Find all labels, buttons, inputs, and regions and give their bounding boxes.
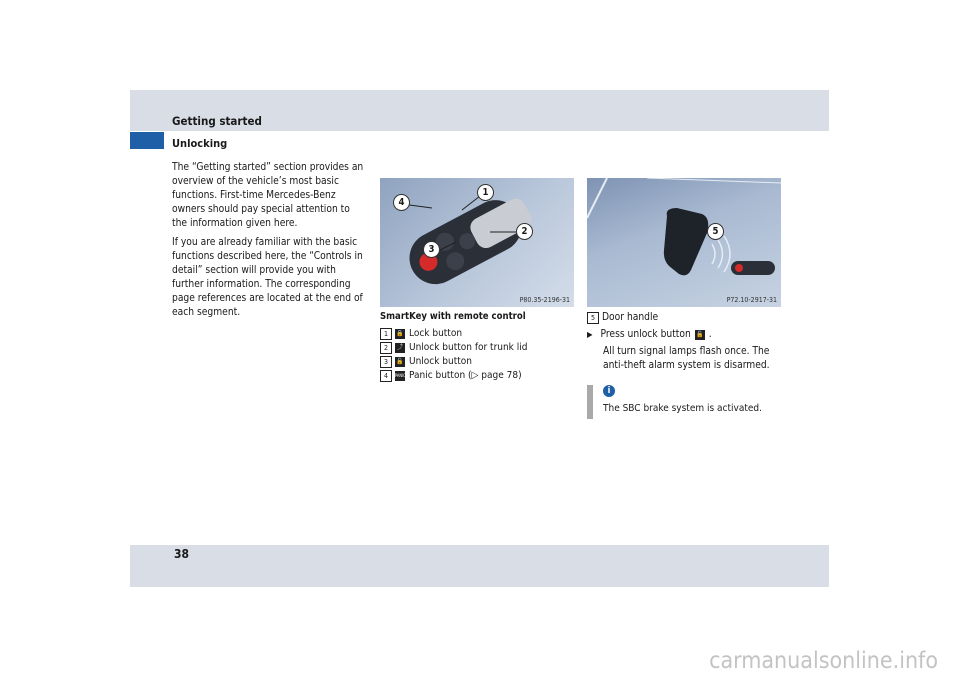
legend-item: [380, 355, 527, 369]
legend-number: 5: [587, 312, 599, 324]
figure-code: P80.35-2196-31: [519, 296, 570, 304]
legend-item: [380, 341, 527, 355]
instruction-step: ▶ Press unlock button 🔓 .: [587, 329, 712, 340]
legend-item: [587, 311, 787, 325]
step-result: All turn signal lamps flash once. The anti-theft alarm system is disarmed.: [603, 346, 770, 371]
info-bar: [587, 385, 593, 419]
legend-text: Unlock button: [409, 356, 472, 367]
info-icon: i: [603, 385, 615, 397]
smartkey-illustration: [380, 178, 574, 307]
unlock-icon: 🔓: [696, 331, 704, 338]
info-text: The SBC brake system is activated.: [603, 403, 762, 414]
page-number: 38: [174, 547, 190, 561]
legend-list: [380, 327, 527, 383]
lock-icon: 🔒: [396, 330, 404, 337]
figure-code: P72.10-2917-31: [726, 296, 777, 304]
section-marker: [130, 132, 164, 149]
info-note: [587, 385, 781, 419]
watermark: carmanualsonline.info: [709, 648, 938, 674]
legend-number: 3: [380, 356, 392, 368]
door-handle-illustration: [587, 178, 781, 307]
section-title: Getting started: [172, 114, 262, 128]
callout-5: 5: [707, 223, 724, 240]
door-handle-figure: [587, 178, 781, 307]
figure-caption: SmartKey with remote control: [380, 311, 526, 322]
legend-number: 1: [380, 328, 392, 340]
legend-item: [380, 327, 527, 341]
callout-4: 4: [393, 194, 410, 211]
legend-number: 4: [380, 370, 392, 382]
trunk-icon: ⤴: [396, 344, 403, 351]
intro-text: [172, 161, 367, 325]
legend-text: Panic button (▷ page 78): [409, 370, 522, 381]
panic-icon: PANIC: [395, 371, 405, 381]
subsection-title: Unlocking: [172, 137, 228, 150]
legend-text: Unlock button for trunk lid: [409, 342, 528, 353]
callout-1: 1: [477, 184, 494, 201]
legend-text: Lock button: [409, 328, 463, 339]
callout-3: 3: [423, 241, 440, 258]
footer-band: [130, 545, 829, 587]
step-text: Press unlock button: [600, 329, 691, 340]
unlock-icon: 🔓: [396, 358, 404, 365]
callout-2: 2: [516, 223, 533, 240]
legend-number: 2: [380, 342, 392, 354]
legend-item: [380, 369, 527, 383]
intro-paragraph-1: The “Getting started” section provides an overview of the vehicle’s most basic functions. First-time Mercedes-Benz owners should pay special attention to the information given here.: [172, 162, 364, 229]
bullet-arrow-icon: ▶: [587, 330, 593, 339]
door-section-text: [587, 311, 787, 373]
smartkey-figure: [380, 178, 574, 307]
intro-paragraph-2: If you are already familiar with the basic functions described here, the “Controls in detail” section will provide you with further information. The corresponding page references are located at the end of each segment.: [172, 237, 363, 318]
legend-text: Door handle: [602, 312, 659, 323]
